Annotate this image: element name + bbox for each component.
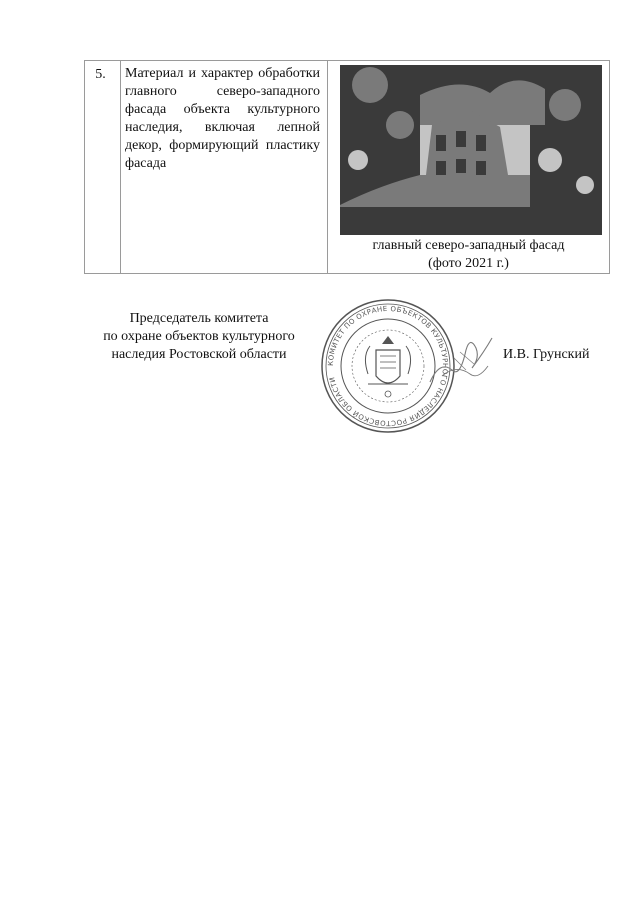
building-facade-photo bbox=[340, 65, 602, 235]
caption-line-2: (фото 2021 г.) bbox=[428, 256, 509, 271]
position-line-1: Председатель комитета bbox=[129, 311, 269, 326]
position-line-3: наследия Ростовской области bbox=[111, 347, 287, 362]
row-number: 5. bbox=[95, 67, 106, 82]
photo-caption bbox=[328, 237, 609, 273]
caption-line-1: главный северо-западный фасад bbox=[372, 238, 565, 253]
row-description-cell bbox=[121, 61, 328, 274]
table-row bbox=[85, 61, 610, 274]
position-line-2: по охране объектов культурного bbox=[103, 329, 295, 344]
seal-text: КОМИТЕТ ПО ОХРАНЕ ОБЪЕКТОВ КУЛЬТУРНОГО НАСЛЕДИЯ РОСТОВСКОЙ ОБЛАСТИ bbox=[326, 304, 450, 428]
signer-name: И.В. Грунский bbox=[503, 347, 590, 362]
signer-position bbox=[84, 310, 314, 364]
heritage-table bbox=[84, 60, 610, 274]
row-image-cell bbox=[328, 61, 610, 274]
handwritten-signature-icon bbox=[426, 330, 496, 390]
photo-container bbox=[328, 61, 609, 273]
row-description: Материал и характер обработки главного северо-западного фасада объекта культурного наследия, включая лепной декор, формирующий пластику фасада bbox=[125, 66, 320, 171]
row-number-cell bbox=[85, 61, 121, 274]
